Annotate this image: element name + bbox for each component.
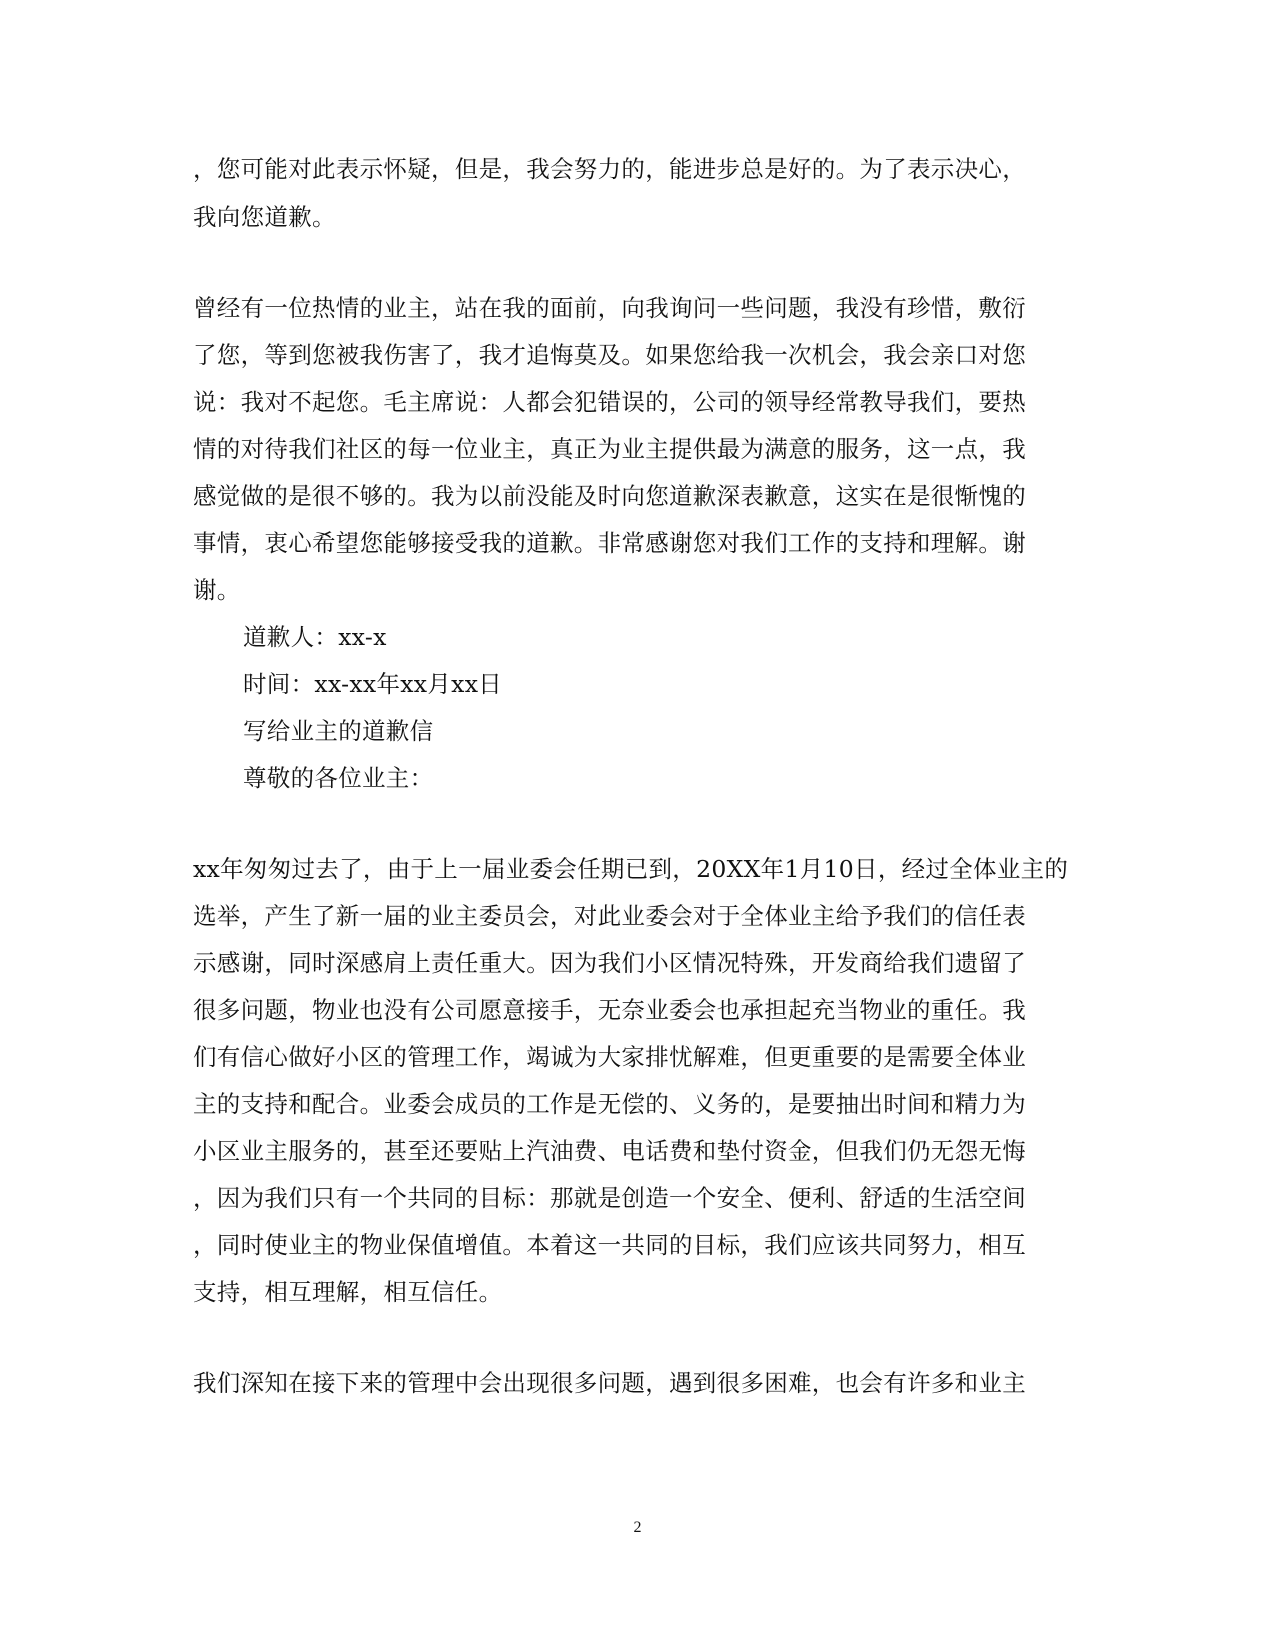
letter-title: 写给业主的道歉信 [243,717,434,745]
text-line: 主的支持和配合。业委会成员的工作是无偿的、义务的，是要抽出时间和精力为 [193,1090,1026,1118]
text-line: xx年匆匆过去了，由于上一届业委会任期已到，20XX年1月10日，经过全体业主的 [193,855,1069,883]
text-line: 示感谢，同时深感肩上责任重大。因为我们小区情况特殊，开发商给我们遗留了 [193,949,1026,977]
salutation: 尊敬的各位业主： [243,764,434,792]
text-line: 曾经有一位热情的业主，站在我的面前，向我询问一些问题，我没有珍惜，敷衍 [193,294,1026,322]
text-line: 们有信心做好小区的管理工作，竭诚为大家排忧解难，但更重要的是需要全体业 [193,1043,1026,1071]
text-line: 事情，衷心希望您能够接受我的道歉。非常感谢您对我们工作的支持和理解。谢 [193,529,1026,557]
date-line: 时间：xx-xx年xx月xx日 [243,670,503,698]
text-line: 小区业主服务的，甚至还要贴上汽油费、电话费和垫付资金，但我们仍无怨无悔 [193,1137,1026,1165]
text-line: 了您，等到您被我伤害了，我才追悔莫及。如果您给我一次机会，我会亲口对您 [193,341,1026,369]
text-line: 感觉做的是很不够的。我为以前没能及时向您道歉深表歉意，这实在是很惭愧的 [193,482,1026,510]
text-line: ，您可能对此表示怀疑，但是，我会努力的，能进步总是好的。为了表示决心， [193,155,1026,183]
text-line: 说：我对不起您。毛主席说：人都会犯错误的，公司的领导经常教导我们，要热 [193,388,1026,416]
text-line: 谢。 [193,576,241,604]
text-line: 我向您道歉。 [193,203,336,231]
text-line: 我们深知在接下来的管理中会出现很多问题，遇到很多困难，也会有许多和业主 [193,1369,1026,1397]
text-line: ，同时使业主的物业保值增值。本着这一共同的目标，我们应该共同努力，相互 [193,1231,1026,1259]
page-number: 2 [633,1519,642,1536]
text-line: 情的对待我们社区的每一位业主，真正为业主提供最为满意的服务，这一点，我 [193,435,1026,463]
text-line: 很多问题，物业也没有公司愿意接手，无奈业委会也承担起充当物业的重任。我 [193,996,1026,1024]
text-line: ，因为我们只有一个共同的目标：那就是创造一个安全、便利、舒适的生活空间 [193,1184,1026,1212]
text-line: 支持，相互理解，相互信任。 [193,1278,503,1306]
text-line: 选举，产生了新一届的业主委员会，对此业委会对于全体业主给予我们的信任表 [193,902,1026,930]
apologizer-line: 道歉人：xx-x [243,623,387,651]
